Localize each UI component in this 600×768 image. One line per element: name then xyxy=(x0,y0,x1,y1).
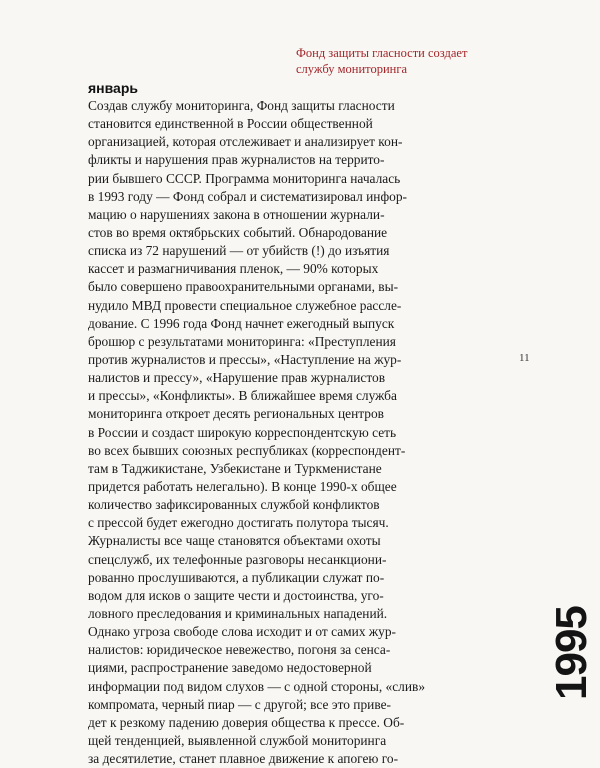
body-line: мониторинга откроет десять региональных центров xyxy=(88,406,384,422)
body-line: брошюр с результатами мониторинга: «Преступления xyxy=(88,333,396,349)
body-line: налистов: юридическое невежество, погоня за сенса- xyxy=(88,642,391,658)
body-line: в России и создаст широкую корреспондентскую сеть xyxy=(88,424,397,440)
body-line: Создав службу мониторинга, Фонд защиты гласности xyxy=(88,98,395,113)
body-line: фликты и нарушения прав журналистов на террито- xyxy=(88,152,385,168)
body-line: во всех бывших союзных республиках (корреспондент- xyxy=(88,442,406,458)
body-line: рованно прослушиваются, а публикации служат по- xyxy=(88,569,385,585)
body-line: ловного преследования и криминальных нападений. xyxy=(88,605,388,621)
body-line: налистов и прессу», «Нарушение прав журналистов xyxy=(88,370,386,386)
section-month-heading: январь xyxy=(88,80,138,96)
body-line: организацией, которая отслеживает и анализирует кон- xyxy=(88,134,403,150)
body-line: кассет и размагничивания пленок, — 90% которых xyxy=(88,261,379,277)
body-line: нудило МВД провести специальное служебное рассле- xyxy=(88,297,402,313)
body-line: в 1993 году — Фонд собрал и систематизировал инфор- xyxy=(88,188,408,204)
body-line: дование. С 1996 года Фонд начнет ежегодный выпуск xyxy=(88,315,395,331)
running-header xyxy=(296,45,516,77)
body-paragraph xyxy=(88,97,433,768)
page-number: 11 xyxy=(519,352,530,364)
body-line: было совершено правоохранительными органами, вы- xyxy=(88,279,399,295)
body-line: там в Таджикистане, Узбекистане и Туркменистане xyxy=(88,460,382,476)
body-line: списка из 72 нарушений — от убийств (!) до изъятия xyxy=(88,243,390,259)
body-line: Однако угроза свободе слова исходит и от самих жур- xyxy=(88,624,396,640)
body-line: Журналисты все чаще становятся объектами охоты xyxy=(88,533,381,549)
body-line: за десятилетие, станет плавное движение к апогею го- xyxy=(88,751,399,767)
body-line: придется работать нелегально). В конце 1990-х общее xyxy=(88,478,397,494)
body-line: рии бывшего СССР. Программа мониторинга началась xyxy=(88,170,401,186)
body-line: циями, распространение заведомо недостоверной xyxy=(88,660,372,676)
body-line: спецслужб, их телефонные разговоры несанкциони- xyxy=(88,551,387,567)
body-line: с прессой будет ежегодно достигать полутора тысяч. xyxy=(88,515,389,531)
body-line: против журналистов и прессы», «Наступление на жур- xyxy=(88,351,402,367)
body-line: компромата, черный пиар — с другой; все это приве- xyxy=(88,696,391,712)
year-marker: 1995 xyxy=(547,606,596,700)
body-line: и прессы», «Конфликты». В ближайшее время служба xyxy=(88,388,397,404)
body-line: становится единственной в России общественной xyxy=(88,116,373,132)
body-line: мацию о нарушениях закона в отношении журнали- xyxy=(88,206,385,222)
body-line: информации под видом слухов — с одной стороны, «слив» xyxy=(88,678,426,694)
body-line: дет к резкому падению доверия общества к прессе. Об- xyxy=(88,714,405,730)
body-line: щей тенденцией, выявленной службой мониторинга xyxy=(88,732,387,748)
running-header-line-2: службу мониторинга xyxy=(296,62,407,76)
body-line: количество зафиксированных службой конфликтов xyxy=(88,497,380,513)
running-header-line-1: Фонд защиты гласности создает xyxy=(296,46,468,60)
body-line: водом для исков о защите чести и достоинства, уго- xyxy=(88,587,384,603)
body-line: стов во время октябрьских событий. Обнародование xyxy=(88,224,388,240)
